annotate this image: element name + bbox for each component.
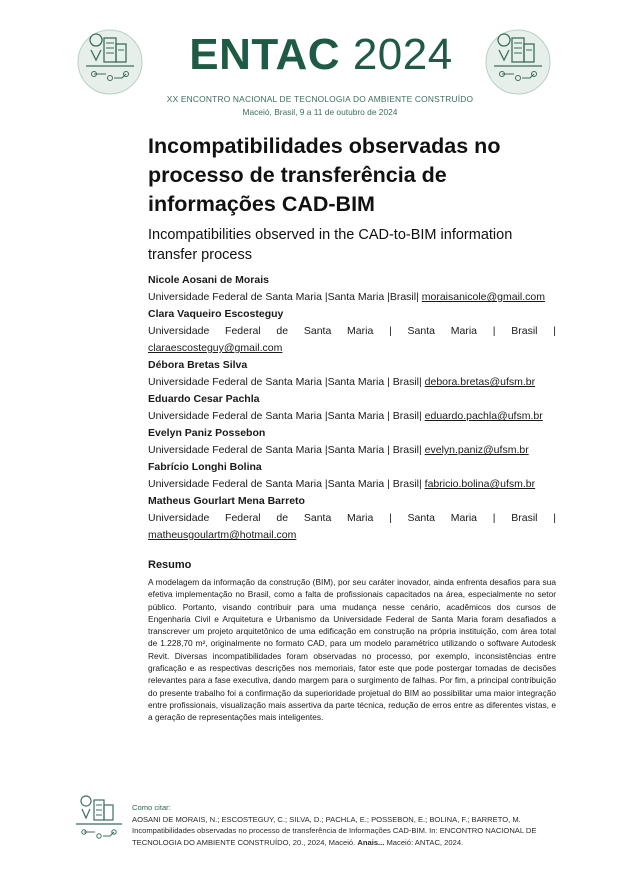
entac-logo-icon xyxy=(76,28,144,96)
author-entry xyxy=(148,306,556,357)
author-name: Matheus Gourlart Mena Barreto xyxy=(148,495,305,507)
author-affiliation xyxy=(148,476,556,493)
abstract-heading: Resumo xyxy=(148,559,192,571)
author-entry xyxy=(148,272,556,306)
author-email-link[interactable]: moraisanicole@gmail.com xyxy=(421,291,546,303)
author-name: Clara Vaqueiro Escosteguy xyxy=(148,308,284,320)
affiliation-text: Universidade Federal de Santa Maria |Santa Maria | Brasil| xyxy=(148,478,425,490)
author-affiliation xyxy=(148,442,556,459)
event-place-date: Maceió, Brasil, 9 a 11 de outubro de 2024 xyxy=(242,107,398,117)
author-name: Débora Bretas Silva xyxy=(148,359,248,371)
citation-reference xyxy=(132,825,562,848)
citation-block xyxy=(132,802,562,848)
author-name: Nicole Aosani de Morais xyxy=(148,274,269,286)
author-email-link[interactable]: debora.bretas@ufsm.br xyxy=(424,376,536,388)
brand-name: ENTAC xyxy=(189,30,341,79)
author-affiliation xyxy=(148,289,556,306)
citation-authors: AOSANI DE MORAIS, N.; ESCOSTEGUY, C.; SILVA, D.; PACHLA, E.; POSSEBON, E.; BOLINA, F.; BARRETO, M. xyxy=(132,814,521,824)
author-list xyxy=(148,272,556,544)
brand-year: 2024 xyxy=(352,30,453,79)
brand-title xyxy=(166,30,476,80)
author-name: Eduardo Cesar Pachla xyxy=(148,393,260,405)
entac-logo-icon xyxy=(484,28,552,96)
author-email-link[interactable]: claraescosteguy@gmail.com xyxy=(148,342,283,354)
paper-title: Incompatibilidades observadas no processo de transferência de informações CAD-BIM xyxy=(148,134,501,216)
affiliation-text: Universidade Federal de Santa Maria |Santa Maria | Brasil| xyxy=(148,444,425,456)
author-email-link[interactable]: eduardo.pachla@ufsm.br xyxy=(424,410,543,422)
citation-publisher: Maceió: ANTAC, 2024. xyxy=(384,837,464,847)
author-name: Evelyn Paniz Possebon xyxy=(148,427,266,439)
author-affiliation xyxy=(148,408,556,425)
author-entry xyxy=(148,357,556,391)
citation-reference-text: Incompatibilidades observadas no processo de transferência de Informações CAD-BIM. In: ENCONTRO NACIONAL DE TECNOLOGIA DO AMBIENTE CONSTRUÍDO, 20., 2024, Maceió. xyxy=(132,826,537,847)
author-affiliation: Universidade Federal de Santa Maria | Santa Maria | Brasil | xyxy=(148,325,556,337)
author-email-link[interactable]: matheusgoulartm@hotmail.com xyxy=(148,529,297,541)
author-affiliation xyxy=(148,374,556,391)
author-entry xyxy=(148,391,556,425)
author-affiliation: Universidade Federal de Santa Maria | Santa Maria | Brasil | xyxy=(148,512,556,524)
author-email-link[interactable]: fabricio.bolina@ufsm.br xyxy=(424,478,536,490)
abstract-text: A modelagem da informação da construção (BIM), por seu caráter inovador, ainda enfrenta desafios para sua efetiva implementação no Brasil, como a falta de profissionais capacitados na área, especialmente no setor público. Portanto, visando contribuir para uma mudança nesse cenário, acadêmicos dos cursos de Engenharia Civil e Arquitetura e Urbanismo da Universidade Federal de Santa Maria foram desafiados a transcrever um projeto arquitetônico de uma edificação em construção na própria instituição, com área total de 1.228,70 m², originalmente no formato CAD, para um modelo paramétrico utilizando o software Autodesk Revit. Diversas incompatibilidades foram observadas no processo, por exemplo, inconsistências entre graficação e as respectivas descrições nos memoriais, fator este que pode postergar tomadas de decisões relevantes para a fase executiva, dando margem para o surgimento de falhas. Por fim, a principal contribuição do presente trabalho foi a confirmação da superioridade projetual do BIM ao possibilitar uma maior integração entre profissionais, visualização mais assertiva da parte técnica, redução de erros entre as diferentes vistas, e a geração de representações mais inteligentes. xyxy=(148,577,556,723)
citation-anais: Anais... xyxy=(357,837,385,847)
author-entry xyxy=(148,425,556,459)
affiliation-text: Universidade Federal de Santa Maria |Santa Maria | Brasil| xyxy=(148,376,425,388)
author-name: Fabrício Longhi Bolina xyxy=(148,461,262,473)
affiliation-text: Universidade Federal de Santa Maria |Santa Maria |Brasil| xyxy=(148,291,422,303)
author-entry xyxy=(148,493,556,544)
event-name: XX ENCONTRO NACIONAL DE TECNOLOGIA DO AMBIENTE CONSTRUÍDO xyxy=(166,94,474,104)
paper-title-english: Incompatibilities observed in the CAD-to-BIM information transfer process xyxy=(148,227,513,263)
author-entry xyxy=(148,459,556,493)
author-email-link[interactable]: evelyn.paniz@ufsm.br xyxy=(424,444,529,456)
affiliation-text: Universidade Federal de Santa Maria |Santa Maria | Brasil| xyxy=(148,410,425,422)
entac-logo-icon xyxy=(70,794,128,852)
citation-label: Como citar: xyxy=(132,803,171,812)
